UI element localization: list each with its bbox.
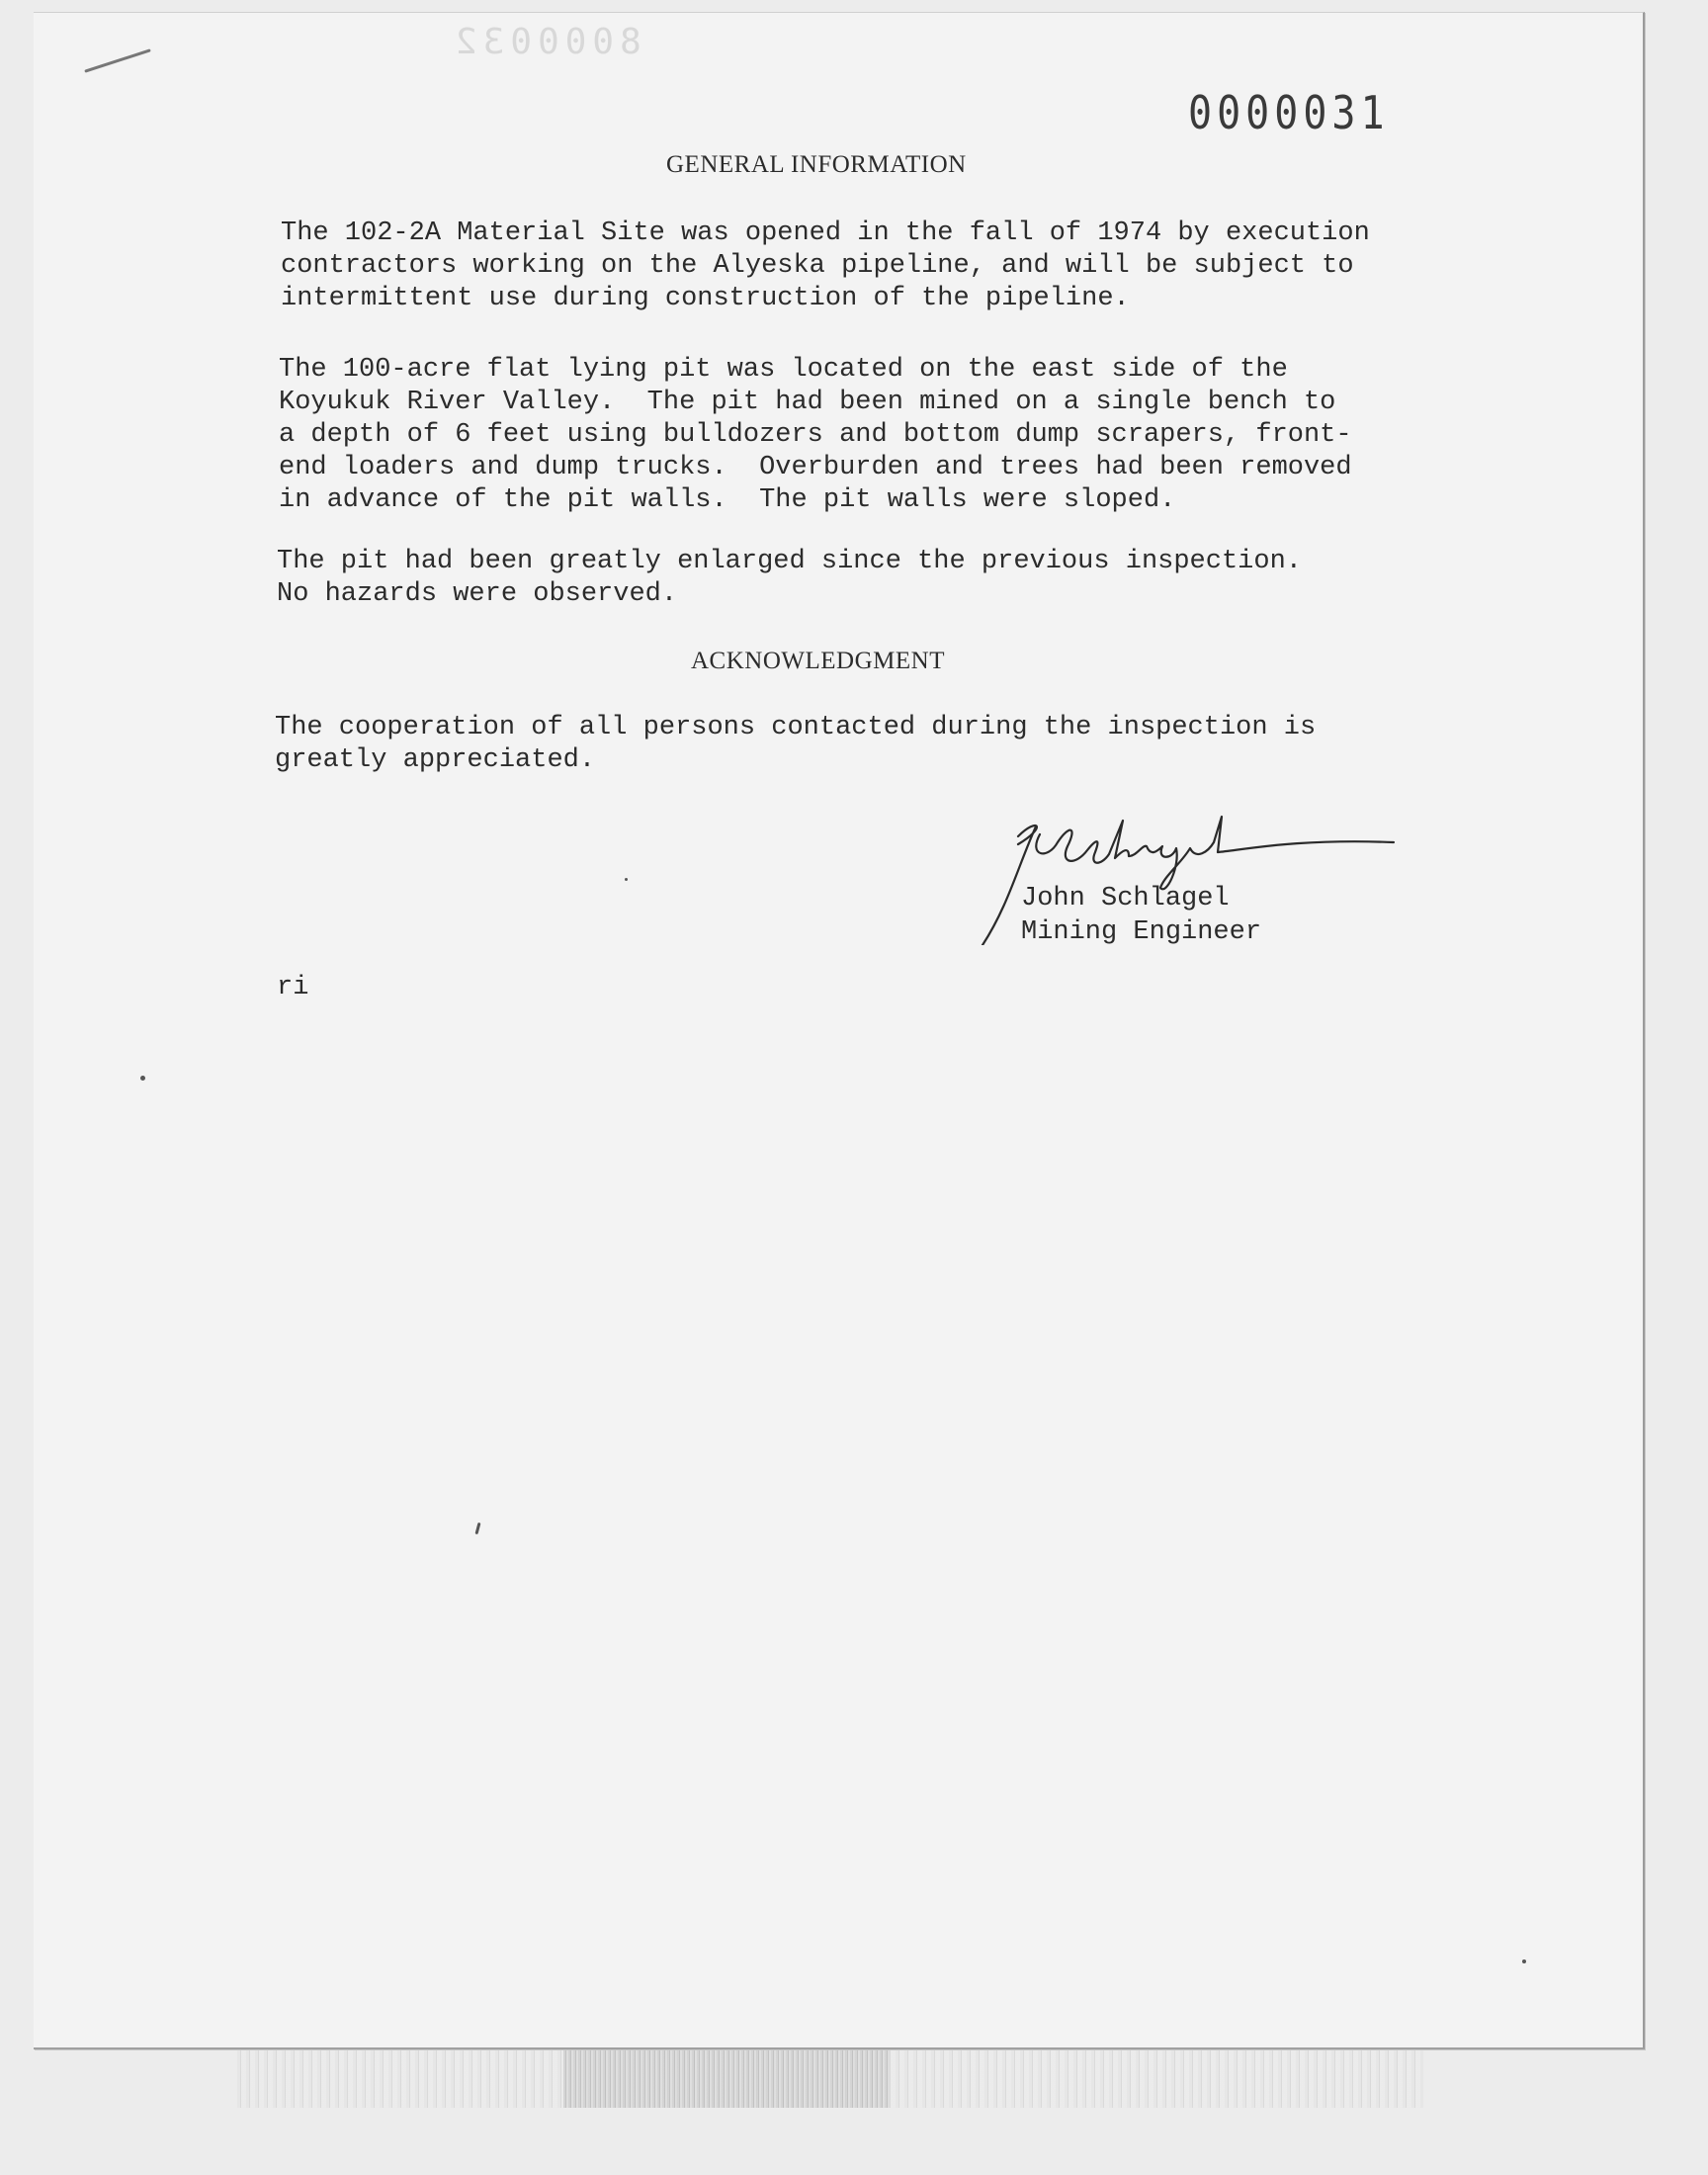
text-line: The 102-2A Material Site was opened in the fall of 1974 by execution (281, 218, 1370, 248)
text-line: The cooperation of all persons contacted during the inspection is (275, 713, 1317, 742)
paragraph-acknowledgment (275, 712, 1316, 777)
text-line: intermittent use during construction of the pipeline. (281, 284, 1130, 313)
text-line: contractors working on the Alyeska pipeline, and will be subject to (281, 251, 1354, 281)
speck (1522, 1959, 1526, 1963)
signer-name: John Schlagel (1021, 884, 1230, 914)
bleed-through-number: 8000032 (450, 22, 641, 62)
typist-initials: ri (277, 973, 309, 1002)
paragraph-opening (281, 218, 1370, 315)
text-line: The 100-acre flat lying pit was located on the east side of the (279, 355, 1288, 385)
paragraph-pit-description (279, 354, 1352, 517)
speck (140, 1076, 145, 1081)
acknowledgment-heading: ACKNOWLEDGMENT (691, 648, 945, 674)
page-number: 0000031 (1188, 87, 1390, 140)
text-line: a depth of 6 feet using bulldozers and bottom dump scrapers, front- (279, 420, 1352, 450)
text-line: in advance of the pit walls. The pit walls were sloped. (279, 485, 1176, 515)
paragraph-inspection-result (277, 546, 1302, 611)
general-information-heading: GENERAL INFORMATION (666, 151, 967, 178)
text-line: end loaders and dump trucks. Overburden and trees had been removed (279, 453, 1352, 482)
speck (625, 878, 628, 881)
text-line: greatly appreciated. (275, 745, 596, 775)
text-line: The pit had been greatly enlarged since the previous inspection. (277, 547, 1302, 576)
text-line: Koyukuk River Valley. The pit had been mined on a single bench to (279, 388, 1336, 417)
document-page (34, 12, 1645, 2049)
text-line: No hazards were observed. (277, 579, 678, 609)
scan-artifact-strip-dense (563, 2048, 890, 2108)
signer-title: Mining Engineer (1021, 917, 1262, 947)
